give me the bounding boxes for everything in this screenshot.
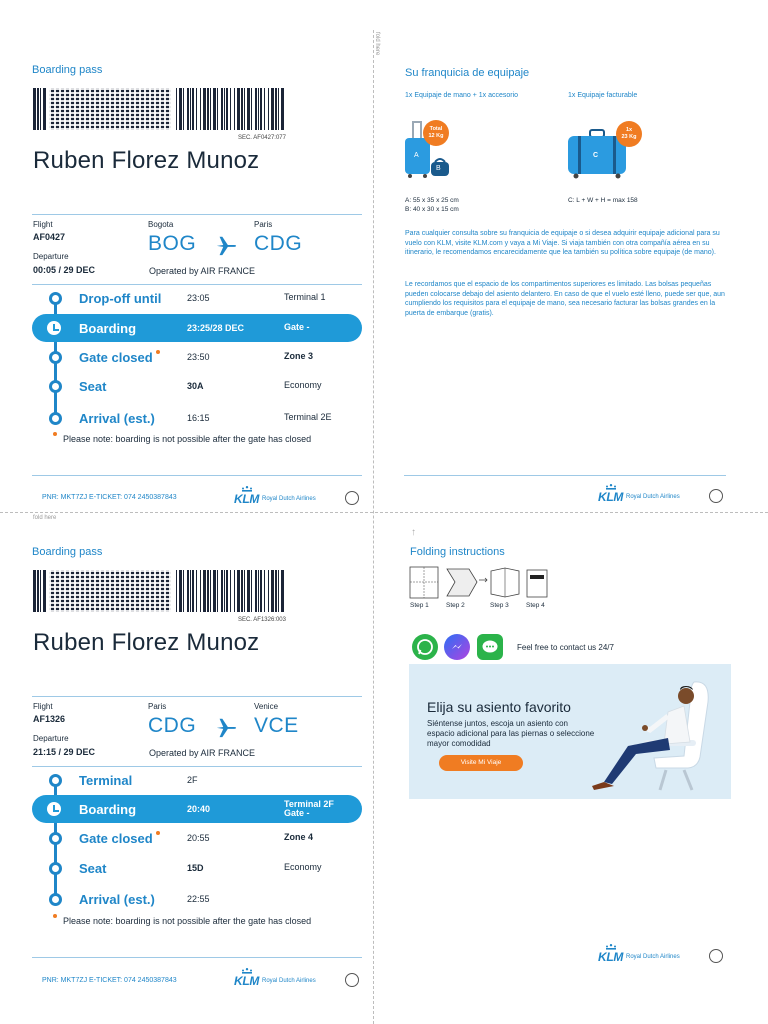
- klm-logo: [234, 968, 364, 988]
- hand-weight-badge: [423, 120, 449, 146]
- row-time: 23:05: [187, 293, 210, 303]
- skyteam-emblem-icon: [709, 949, 723, 963]
- timeline-dot: [49, 832, 62, 845]
- row-extra: Economy: [284, 862, 322, 872]
- row-extra: Gate -: [284, 322, 310, 332]
- skyteam-emblem-icon: [345, 973, 359, 987]
- row-time: 20:40: [187, 804, 211, 814]
- hand-dimensions: [405, 196, 459, 214]
- row-drop-off: [32, 284, 362, 312]
- fold-label-top: fold here: [374, 32, 380, 56]
- barcode-matrix: [49, 88, 171, 130]
- badge-line2: 12 Kg: [428, 133, 444, 139]
- flight-caption: Flight: [33, 702, 53, 711]
- fold-line-vertical: [373, 30, 374, 1024]
- step-1-label: Step 1: [410, 602, 429, 609]
- arrow-up-icon: ↑: [411, 527, 416, 538]
- footer-divider: [404, 475, 726, 476]
- row-time: 23:25/28 DEC: [187, 323, 245, 333]
- chat-icon[interactable]: [477, 634, 503, 660]
- boarding-pass-label: Boarding pass: [32, 546, 103, 558]
- timeline-dot: [49, 292, 62, 305]
- timeline-dot: [49, 380, 62, 393]
- timeline-dot: [49, 412, 62, 425]
- messenger-icon[interactable]: [444, 634, 470, 660]
- timeline-dot: [49, 351, 62, 364]
- origin-code: BOG: [148, 232, 197, 255]
- row-extra: Economy: [284, 380, 322, 390]
- promo-title: Elija su asiento favorito: [427, 699, 571, 715]
- row-boarding: [32, 795, 362, 823]
- baggage-paragraph-1: Para cualquier consulta sobre su franquicia de equipaje o si desea adquirir equipaje adicional para su vuelo con KLM, visite KLM.com y vaya a Mi Viaje. Si viaja también con otra compañía aérea en su itinerario, le recomendamos encarecidamente que lea también su política sobre equipaje (de mano).: [405, 230, 720, 257]
- row-extra: Zone 4: [284, 832, 314, 842]
- barcode-matrix: [49, 570, 171, 612]
- footer-divider: [32, 475, 362, 476]
- row-time: 2F: [187, 775, 198, 785]
- boarding-pass-label: Boarding pass: [32, 64, 103, 76]
- origin-city: Bogota: [148, 220, 174, 229]
- passenger-name: Ruben Florez Munoz: [33, 629, 260, 656]
- row-extra-line1: Terminal 2F: [284, 799, 334, 809]
- flight-number: AF0427: [33, 232, 66, 242]
- klm-wordmark: KLM: [234, 974, 260, 988]
- klm-logo: [598, 484, 728, 504]
- operated-by: Operated by AIR FRANCE: [149, 266, 256, 276]
- warning-dot-icon: [156, 350, 160, 354]
- row-label: Seat: [79, 379, 107, 394]
- row-label: Seat: [79, 861, 107, 876]
- barcode: [33, 570, 285, 612]
- departure-caption: Departure: [33, 734, 69, 743]
- badge-line1: Total: [429, 126, 443, 132]
- operated-by: Operated by AIR FRANCE: [149, 748, 256, 758]
- folding-title: Folding instructions: [410, 546, 505, 558]
- destination-city: Venice: [254, 702, 279, 711]
- row-label-text: Gate closed: [79, 350, 153, 365]
- pnr-ticket: PNR: MKT7ZJ E-TICKET: 074 2450387843: [42, 977, 177, 984]
- row-extra: Zone 3: [284, 351, 314, 361]
- row-label: Boarding: [79, 321, 137, 336]
- dims-b: B: 40 x 30 x 15 cm: [405, 206, 459, 213]
- klm-wordmark: KLM: [598, 950, 624, 964]
- row-label: Drop-off until: [79, 291, 162, 306]
- timeline-dot: [49, 774, 62, 787]
- klm-logo: [234, 486, 364, 506]
- barcode-bar: [284, 88, 285, 130]
- checked-dimensions: C: L + W + H = max 158: [568, 197, 638, 204]
- plane-icon: [215, 716, 237, 738]
- step-4-label: Step 4: [526, 602, 545, 609]
- skyteam-emblem-icon: [345, 491, 359, 505]
- messenger-glyph: [444, 634, 470, 660]
- folding-diagram: [409, 566, 549, 600]
- barcode-bar: [46, 570, 47, 612]
- row-extra: Terminal 1: [284, 292, 326, 302]
- sequence-number: SEC. AF0427:077: [237, 135, 286, 141]
- row-boarding: [32, 314, 362, 342]
- step-3-label: Step 3: [490, 602, 509, 609]
- whatsapp-glyph: [412, 634, 438, 660]
- fold-label-left: fold here: [33, 515, 57, 521]
- bag-b-letter: B: [436, 165, 441, 172]
- origin-code: CDG: [148, 714, 197, 737]
- klm-subtitle: Royal Dutch Airlines: [626, 494, 680, 500]
- row-terminal: [32, 766, 362, 794]
- row-extra: Terminal 2E: [284, 412, 332, 422]
- row-label: Arrival (est.): [79, 892, 155, 907]
- chat-glyph: [477, 634, 503, 660]
- row-time: 15D: [187, 863, 204, 873]
- row-extra: [284, 800, 334, 818]
- klm-subtitle: Royal Dutch Airlines: [626, 954, 680, 960]
- row-time: 22:55: [187, 894, 210, 904]
- warning-dot-icon: [53, 432, 57, 436]
- contact-text: Feel free to contact us 24/7: [517, 643, 614, 652]
- baggage-title: Su franquicia de equipaje: [405, 67, 530, 79]
- bag-c-letter: C: [593, 152, 599, 159]
- passenger-name: Ruben Florez Munoz: [33, 147, 260, 174]
- skyteam-emblem-icon: [709, 489, 723, 503]
- promo-text: Siéntense juntos, escoja un asiento con espacio adicional para las piernas o seleccione mayor comodidad: [427, 719, 595, 748]
- flight-number: AF1326: [33, 714, 66, 724]
- checked-baggage-label: 1x Equipaje facturable: [568, 92, 638, 99]
- row-seat: [32, 854, 362, 882]
- row-time: 30A: [187, 381, 204, 391]
- divider: [32, 696, 362, 697]
- badge-line1: 1x: [625, 127, 633, 133]
- row-extra-line2: Gate -: [284, 808, 310, 818]
- divider: [32, 214, 362, 215]
- seated-passenger-illustration: [584, 672, 724, 794]
- dims-a: A: 55 x 35 x 25 cm: [405, 197, 459, 204]
- timeline-dot: [49, 862, 62, 875]
- klm-wordmark: KLM: [234, 492, 260, 506]
- pnr-ticket: PNR: MKT7ZJ E-TICKET: 074 2450387843: [42, 494, 177, 501]
- checked-weight-badge: [616, 121, 642, 147]
- footer-divider: [32, 957, 362, 958]
- boarding-pass-2: [32, 546, 362, 1024]
- destination-code: VCE: [254, 714, 299, 737]
- boarding-pass-1: [32, 64, 362, 544]
- row-label: Terminal: [79, 773, 133, 788]
- flight-caption: Flight: [33, 220, 53, 229]
- hand-baggage-label: 1x Equipaje de mano + 1x accesorio: [405, 92, 519, 99]
- row-time: 20:55: [187, 833, 210, 843]
- departure-time: 00:05 / 29 DEC: [33, 265, 96, 275]
- step-2-label: Step 2: [446, 602, 465, 609]
- whatsapp-icon[interactable]: [412, 634, 438, 660]
- note-text: Please note: boarding is not possible after the gate has closed: [63, 916, 312, 926]
- row-arrival: [32, 404, 362, 432]
- warning-dot-icon: [156, 831, 160, 835]
- row-seat: [32, 372, 362, 400]
- plane-icon: [215, 234, 237, 256]
- badge-line2: 23 Kg: [621, 134, 637, 140]
- row-label: [79, 831, 160, 846]
- destination-code: CDG: [254, 232, 303, 255]
- klm-subtitle: Royal Dutch Airlines: [262, 978, 316, 984]
- timeline-dot: [49, 893, 62, 906]
- bag-a-letter: A: [414, 152, 419, 159]
- note-text: Please note: boarding is not possible after the gate has closed: [63, 434, 312, 444]
- visit-my-trip-button[interactable]: Visite Mi Viaje: [439, 755, 523, 771]
- klm-logo: [598, 944, 728, 964]
- warning-dot-icon: [53, 914, 57, 918]
- departure-time: 21:15 / 29 DEC: [33, 747, 96, 757]
- row-label: [79, 350, 160, 365]
- row-gate-closed: [32, 824, 362, 852]
- baggage-paragraph-2: Le recordamos que el espacio de los compartimentos superiores es limitado. Las bolsas pequeñas pueden colocarse debajo del asiento delantero. En caso de que el vuelo esté lleno, puede ser que, aun cumpliendo los requisitos para el equipaje de mano, sea necesario facturar las bolsas grandes en la puerta de embarque (gratis).: [405, 281, 725, 317]
- clock-icon: [47, 321, 61, 335]
- klm-wordmark: KLM: [598, 490, 624, 504]
- sequence-number: SEC. AF1326:003: [237, 617, 286, 623]
- row-label: Arrival (est.): [79, 411, 155, 426]
- row-time: 23:50: [187, 352, 210, 362]
- clock-icon: [47, 802, 61, 816]
- klm-subtitle: Royal Dutch Airlines: [262, 496, 316, 502]
- destination-city: Paris: [254, 220, 273, 229]
- row-arrival: [32, 885, 362, 913]
- seat-promo-banner[interactable]: [409, 664, 731, 799]
- row-label-text: Gate closed: [79, 831, 153, 846]
- barcode-bar: [46, 88, 47, 130]
- row-label: Boarding: [79, 802, 137, 817]
- row-gate-closed: [32, 343, 362, 371]
- barcode: [33, 88, 285, 130]
- row-time: 16:15: [187, 413, 210, 423]
- boarding-note: [63, 434, 311, 444]
- origin-city: Paris: [148, 702, 167, 711]
- departure-caption: Departure: [33, 252, 69, 261]
- barcode-bar: [284, 570, 285, 612]
- boarding-note: [63, 916, 311, 926]
